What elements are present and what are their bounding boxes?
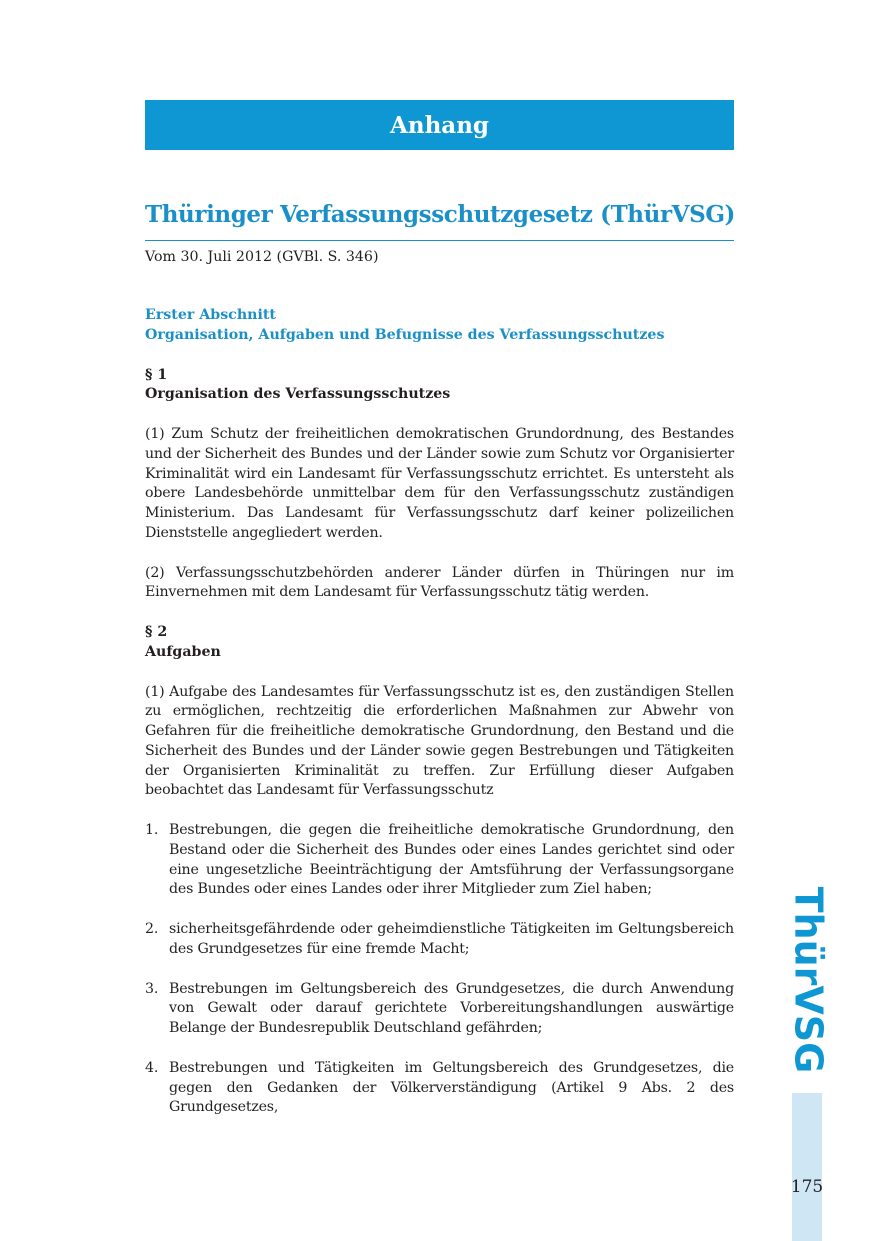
banner-label: Anhang (390, 111, 489, 139)
list-item-number: 1. (145, 822, 159, 838)
list-item-number: 4. (145, 1059, 159, 1076)
page-number-strip (792, 1093, 822, 1241)
section-title: Organisation, Aufgaben und Befugnisse des Verfassungsschutzes (145, 326, 665, 343)
clause: (2) Verfassungsschutzbehörden anderer Länder dürfen in Thüringen nur im Einvernehmen mit dem Landesamt für Verfassungsschutz tätig werden. (145, 564, 734, 601)
list-item (145, 821, 734, 900)
list-item-text: Bestrebungen, die gegen die freiheitliche demokratische Grundordnung, den Bestand oder die Sicherheit des Bundes oder eines Landes gerichtet sind oder eine ungesetzliche Beeinträchtigung der Amtsführung der Verfassungsorgane des Bundes oder eines Landes oder ihrer Mitglieder zum Ziel haben; (169, 822, 734, 898)
clause: (1) Zum Schutz der freiheitlichen demokratischen Grundordnung, des Bestandes und der Sicherheit des Bundes und der Länder sowie zum Schutz vor Organisierter Kriminalität wird ein Landesamt für Verfassungsschutz errichtet. Es untersteht als obere Landesbehörde unmittelbar dem für den Verfassungsschutz zuständigen Ministerium. Das Landesamt für Verfassungsschutz darf keiner polizeilichen Dienststelle angegliedert werden. (145, 426, 734, 541)
paragraph-title: Aufgaben (145, 643, 221, 660)
law-title: Thüringer Verfassungsschutzgesetz (ThürVSG) (145, 201, 736, 228)
appendix-banner (145, 100, 734, 150)
side-tab-label: ThürVSG (786, 886, 831, 1074)
list-item (145, 1059, 734, 1118)
list-item-number: 2. (145, 921, 159, 937)
paragraph-number: § 1 (145, 366, 168, 383)
title-divider (145, 240, 734, 241)
clause: (1) Aufgabe des Landesamtes für Verfassungsschutz ist es, den zuständigen Stellen zu ermöglichen, rechtzeitig die erforderlichen Maßnahmen zur Abwehr von Gefahren für die freiheitliche demokratische Grundordnung, den Bestand und die Sicherheit des Bundes und der Länder sowie gegen Bestrebungen und Tätigkeiten der Organisierten Kriminalität zu treffen. Zur Erfüllung dieser Aufgaben beobachtet das Landesamt für Verfassungsschutz (145, 683, 734, 799)
list-item-text: sicherheitsgefährdende oder geheimdienstliche Tätigkeiten im Geltungsbereich des Grundgesetzes für eine fremde Macht; (169, 921, 734, 957)
paragraph-number: § 2 (145, 624, 168, 640)
page-number: 175 (790, 1177, 824, 1197)
numbered-list (145, 821, 734, 1118)
list-item (145, 980, 734, 1039)
list-item-number: 3. (145, 980, 159, 997)
chapter-side-tab (778, 886, 838, 1074)
promulgation-date: Vom 30. Juli 2012 (GVBl. S. 346) (145, 249, 379, 265)
list-item-text: Bestrebungen und Tätigkeiten im Geltungsbereich des Grundgesetzes, die gegen den Gedanken der Völkerverständigung (Artikel 9 Abs. 2 des Grundgesetzes, (169, 1059, 734, 1116)
list-item-text: Bestrebungen im Geltungsbereich des Grundgesetzes, die durch Anwendung von Gewalt oder darauf gerichtete Vorbereitungshandlungen auswärtige Belange der Bundesrepublik Deutschland gefährden; (169, 980, 734, 1036)
section-label: Erster Abschnitt (145, 307, 276, 323)
law-text (145, 306, 734, 1138)
list-item (145, 920, 734, 960)
paragraph-title: Organisation des Verfassungsschutzes (145, 386, 451, 403)
